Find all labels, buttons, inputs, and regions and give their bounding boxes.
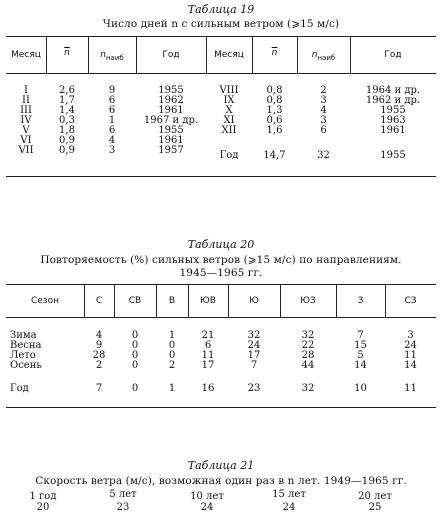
month-cell: VI bbox=[20, 135, 32, 146]
year-cell: 1961 bbox=[158, 135, 184, 146]
year-cell: 1955 bbox=[158, 125, 184, 136]
nmax-cell: 1 bbox=[108, 115, 116, 126]
table19-left-months bbox=[6, 86, 46, 156]
value-cell: 5 bbox=[357, 350, 364, 361]
month-cell: XI bbox=[223, 115, 235, 126]
table19-header-month: Месяц bbox=[11, 50, 41, 60]
table21-speed: 24 bbox=[200, 502, 214, 513]
nmax-cell: 6 bbox=[320, 125, 327, 136]
table20-col-n bbox=[84, 331, 114, 371]
table20-caption: Таблица 20 bbox=[187, 238, 255, 251]
table20-title-line2: 1945—1965 гг. bbox=[179, 267, 263, 279]
table19-caption: Таблица 19 bbox=[187, 3, 255, 16]
year-cell: 1955 bbox=[380, 105, 406, 116]
year-cell: 1955 bbox=[158, 85, 184, 96]
year-cell: 1964 и др. bbox=[365, 85, 421, 96]
table20-seasons bbox=[10, 331, 84, 371]
value-cell: 21 bbox=[201, 330, 215, 341]
table20-header-n: С bbox=[95, 296, 103, 306]
value-cell: 7 bbox=[250, 360, 258, 371]
table20-col-ne bbox=[114, 331, 156, 371]
table21-speed: 23 bbox=[116, 502, 130, 513]
month-cell: III bbox=[20, 105, 32, 116]
value-cell: 17 bbox=[247, 350, 261, 361]
nmax-cell: 6 bbox=[108, 105, 116, 116]
month-cell: VIII bbox=[219, 85, 239, 96]
table20-title-line1: Повторяемость (%) сильных ветров (⩾15 м/с) по направлениям. bbox=[40, 254, 402, 266]
table20-total-value: 16 bbox=[201, 383, 215, 394]
table19-header-year: Год bbox=[162, 50, 180, 60]
table19-bottom-rule bbox=[6, 176, 436, 177]
value-cell: 0 bbox=[131, 330, 139, 341]
table20-header-s: Ю bbox=[249, 296, 259, 306]
nmax-cell: 4 bbox=[108, 135, 116, 146]
month-cell: X bbox=[225, 105, 233, 116]
season-cell: Зима bbox=[10, 330, 37, 341]
table20-header-w: З bbox=[357, 296, 364, 306]
table19-header-year-2: Год bbox=[384, 50, 402, 60]
table20-total-value: 0 bbox=[131, 383, 139, 394]
table21-speed: 24 bbox=[282, 502, 296, 513]
table20-total-value: 11 bbox=[404, 383, 417, 394]
table21-period: 10 лет bbox=[190, 491, 224, 502]
table19-total-year: 1955 bbox=[380, 150, 406, 161]
nmax-cell: 3 bbox=[108, 145, 116, 156]
table20-total-value: 1 bbox=[168, 383, 176, 394]
table21-period: 15 лет bbox=[272, 489, 306, 500]
value-cell: 22 bbox=[301, 340, 315, 351]
value-cell: 2 bbox=[95, 360, 103, 371]
table19-total-nbar: 14,7 bbox=[263, 150, 286, 161]
table21-speed: 25 bbox=[368, 502, 382, 513]
month-cell: XII bbox=[221, 125, 237, 136]
table21-period: 20 лет bbox=[358, 491, 392, 502]
nbar-cell: 1,7 bbox=[59, 95, 75, 106]
value-cell: 1 bbox=[168, 330, 176, 341]
year-cell: 1963 bbox=[380, 115, 406, 126]
table20-total-value: 32 bbox=[301, 383, 315, 394]
table20-col-e bbox=[156, 331, 188, 371]
nbar-cell: 0,8 bbox=[266, 85, 283, 96]
table19-header-month-2: Месяц bbox=[214, 50, 244, 60]
table20-header-nw: СЗ bbox=[404, 296, 417, 306]
table19-right-months bbox=[206, 86, 252, 136]
value-cell: 0 bbox=[168, 340, 176, 351]
nmax-cell: 6 bbox=[108, 125, 116, 136]
nmax-cell: 3 bbox=[320, 95, 327, 106]
table20-col-s bbox=[228, 331, 280, 371]
table19-header-nmax-sub-2: наиб bbox=[317, 53, 336, 62]
nmax-cell: 2 bbox=[320, 85, 327, 96]
table21-period: 5 лет bbox=[109, 489, 137, 500]
nmax-cell: 6 bbox=[108, 95, 116, 106]
value-cell: 44 bbox=[301, 360, 315, 371]
month-cell: IV bbox=[20, 115, 32, 126]
table19-right-nbar bbox=[252, 86, 297, 136]
month-cell: II bbox=[22, 95, 30, 106]
season-cell: Лето bbox=[10, 350, 36, 361]
table19-header-nmax-sub: наиб bbox=[105, 53, 124, 62]
value-cell: 17 bbox=[201, 360, 215, 371]
table20-col-w bbox=[336, 331, 385, 371]
table19-header-nmax bbox=[88, 50, 136, 62]
year-cell: 1967 и др. bbox=[143, 115, 199, 126]
table20-header-se: ЮВ bbox=[200, 296, 216, 306]
nbar-cell: 0,9 bbox=[59, 135, 75, 146]
value-cell: 3 bbox=[407, 330, 414, 341]
table19-header-nmax-2 bbox=[297, 50, 350, 62]
table21-period: 1 год bbox=[29, 491, 57, 502]
value-cell: 15 bbox=[354, 340, 367, 351]
nbar-cell: 0,8 bbox=[266, 95, 283, 106]
table20-col-nw bbox=[385, 331, 436, 371]
table19-total-label: Год bbox=[219, 150, 239, 161]
table21-title: Скорость ветра (м/с), возможная один раз в n лет. 1949—1965 гг. bbox=[35, 475, 407, 487]
value-cell: 32 bbox=[247, 330, 261, 341]
value-cell: 6 bbox=[204, 340, 212, 351]
table19-right-year bbox=[350, 86, 436, 136]
month-cell: V bbox=[22, 125, 30, 136]
table20-top-rule bbox=[6, 284, 436, 285]
value-cell: 7 bbox=[357, 330, 364, 341]
table19-header-nmax-n: n bbox=[100, 50, 106, 60]
nbar-cell: 1,6 bbox=[266, 125, 283, 136]
year-cell: 1957 bbox=[158, 145, 184, 156]
table20-total-value: 23 bbox=[247, 383, 261, 394]
value-cell: 2 bbox=[168, 360, 176, 371]
nbar-cell: 1,4 bbox=[59, 105, 75, 116]
table20-total-value: 7 bbox=[95, 383, 103, 394]
value-cell: 11 bbox=[404, 350, 417, 361]
table20-header-sw: ЮЗ bbox=[300, 296, 316, 306]
value-cell: 0 bbox=[131, 350, 139, 361]
table20-header-season: Сезон bbox=[31, 296, 59, 306]
nmax-cell: 9 bbox=[108, 85, 116, 96]
season-cell: Весна bbox=[10, 340, 42, 351]
value-cell: 24 bbox=[404, 340, 417, 351]
table19-header-nbar: $\overline{n}$ bbox=[64, 48, 70, 58]
value-cell: 9 bbox=[95, 340, 103, 351]
table20-col-sw bbox=[280, 331, 336, 371]
year-cell: 1961 bbox=[380, 125, 406, 136]
month-cell: VII bbox=[18, 145, 34, 156]
table19-top-rule bbox=[6, 36, 436, 37]
table20-total-label: Год bbox=[10, 383, 29, 394]
nmax-cell: 3 bbox=[320, 115, 327, 126]
month-cell: IX bbox=[223, 95, 235, 106]
table19-header-nbar-2: $\overline{n}$ bbox=[271, 48, 278, 58]
nbar-cell: 0,3 bbox=[59, 115, 75, 126]
table19-header-nmax-n-2: n bbox=[311, 50, 318, 60]
nmax-cell: 4 bbox=[320, 105, 327, 116]
value-cell: 24 bbox=[247, 340, 261, 351]
table20-header-rule bbox=[6, 317, 436, 318]
table19-left-nmax bbox=[88, 86, 136, 156]
table20-col-se bbox=[188, 331, 228, 371]
table21-speed: 20 bbox=[36, 502, 50, 513]
table20-bottom-rule bbox=[6, 407, 436, 408]
year-cell: 1962 bbox=[158, 95, 184, 106]
table19-total-nmax: 32 bbox=[317, 150, 330, 161]
value-cell: 14 bbox=[354, 360, 367, 371]
table19-header-rule bbox=[6, 73, 436, 74]
table20-header-ne: СВ bbox=[128, 296, 142, 306]
table20-header-e: В bbox=[168, 296, 176, 306]
nbar-cell: 0,9 bbox=[59, 145, 75, 156]
nbar-cell: 0,6 bbox=[266, 115, 283, 126]
season-cell: Осень bbox=[10, 360, 42, 371]
month-cell: I bbox=[24, 85, 28, 96]
value-cell: 32 bbox=[301, 330, 315, 341]
value-cell: 28 bbox=[92, 350, 106, 361]
table19-left-year bbox=[136, 86, 206, 156]
value-cell: 0 bbox=[131, 340, 139, 351]
table19-left-nbar bbox=[46, 86, 88, 156]
value-cell: 14 bbox=[404, 360, 417, 371]
nbar-cell: 1,3 bbox=[266, 105, 283, 116]
table20-total-value: 10 bbox=[354, 383, 367, 394]
value-cell: 28 bbox=[301, 350, 315, 361]
nbar-cell: 1,8 bbox=[59, 125, 75, 136]
table19-right-nmax bbox=[297, 86, 350, 136]
value-cell: 0 bbox=[131, 360, 139, 371]
nbar-cell: 2,6 bbox=[59, 85, 75, 96]
table19-title: Число дней n с сильным ветром (⩾15 м/с) bbox=[102, 18, 340, 30]
value-cell: 11 bbox=[201, 350, 215, 361]
year-cell: 1962 и др. bbox=[365, 95, 421, 106]
value-cell: 0 bbox=[168, 350, 176, 361]
table21-caption: Таблица 21 bbox=[187, 459, 255, 472]
year-cell: 1961 bbox=[158, 105, 184, 116]
value-cell: 4 bbox=[95, 330, 103, 341]
